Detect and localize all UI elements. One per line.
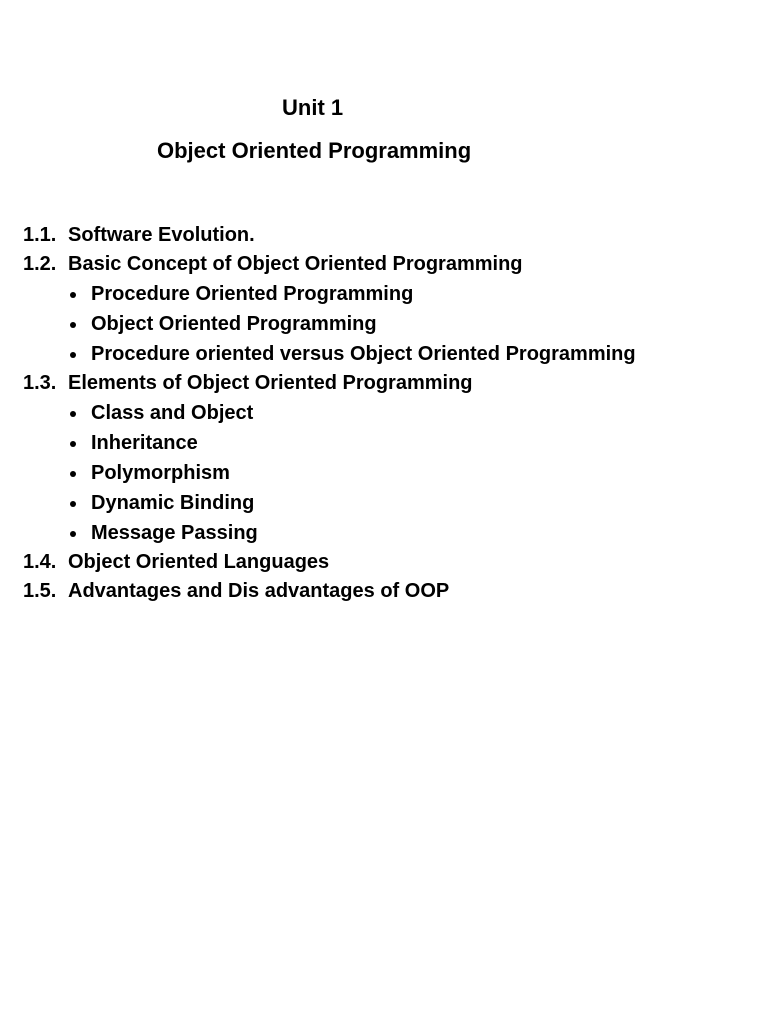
section-1-5 [23, 577, 649, 606]
section-title: Object Oriented Languages [68, 551, 330, 573]
list-item [23, 458, 649, 488]
bullet-icon [68, 458, 91, 488]
section-title: Advantages and Dis advantages of OOP [68, 580, 450, 602]
section-title: Elements of Object Oriented Programming [68, 372, 473, 394]
bullet-icon [68, 398, 91, 428]
section-number: 1.2. [23, 253, 57, 275]
section-title: Software Evolution. [68, 224, 255, 246]
bullet-icon [68, 279, 91, 309]
section-number: 1.3. [23, 372, 57, 394]
bullet-text: Message Passing [91, 522, 258, 544]
list-item [23, 518, 649, 548]
section-1-2-bullets [23, 279, 649, 369]
bullet-text: Procedure oriented versus Object Oriented Programming [91, 343, 636, 365]
bullet-text: Polymorphism [91, 462, 230, 484]
section-number: 1.5. [23, 580, 57, 602]
list-item [23, 339, 649, 369]
section-1-4 [23, 548, 649, 577]
section-number: 1.4. [23, 551, 57, 573]
table-of-contents [23, 221, 649, 606]
list-item [23, 428, 649, 458]
bullet-icon [68, 428, 91, 458]
section-1-1 [23, 221, 649, 250]
bullet-text: Dynamic Binding [91, 492, 255, 514]
list-item [23, 488, 649, 518]
section-1-2 [23, 250, 649, 279]
list-item [23, 309, 649, 339]
list-item [23, 279, 649, 309]
bullet-text: Object Oriented Programming [91, 313, 377, 335]
bullet-text: Class and Object [91, 402, 254, 424]
bullet-icon [68, 339, 91, 369]
section-number: 1.1. [23, 224, 57, 246]
section-title: Basic Concept of Object Oriented Programming [68, 253, 523, 275]
bullet-icon [68, 518, 91, 548]
bullet-text: Inheritance [91, 432, 198, 454]
unit-title: Unit 1 [282, 95, 344, 120]
list-item [23, 398, 649, 428]
section-1-3 [23, 369, 649, 398]
bullet-icon [68, 488, 91, 518]
bullet-text: Procedure Oriented Programming [91, 283, 414, 305]
subject-title: Object Oriented Programming [157, 138, 472, 163]
bullet-icon [68, 309, 91, 339]
section-1-3-bullets [23, 398, 649, 548]
